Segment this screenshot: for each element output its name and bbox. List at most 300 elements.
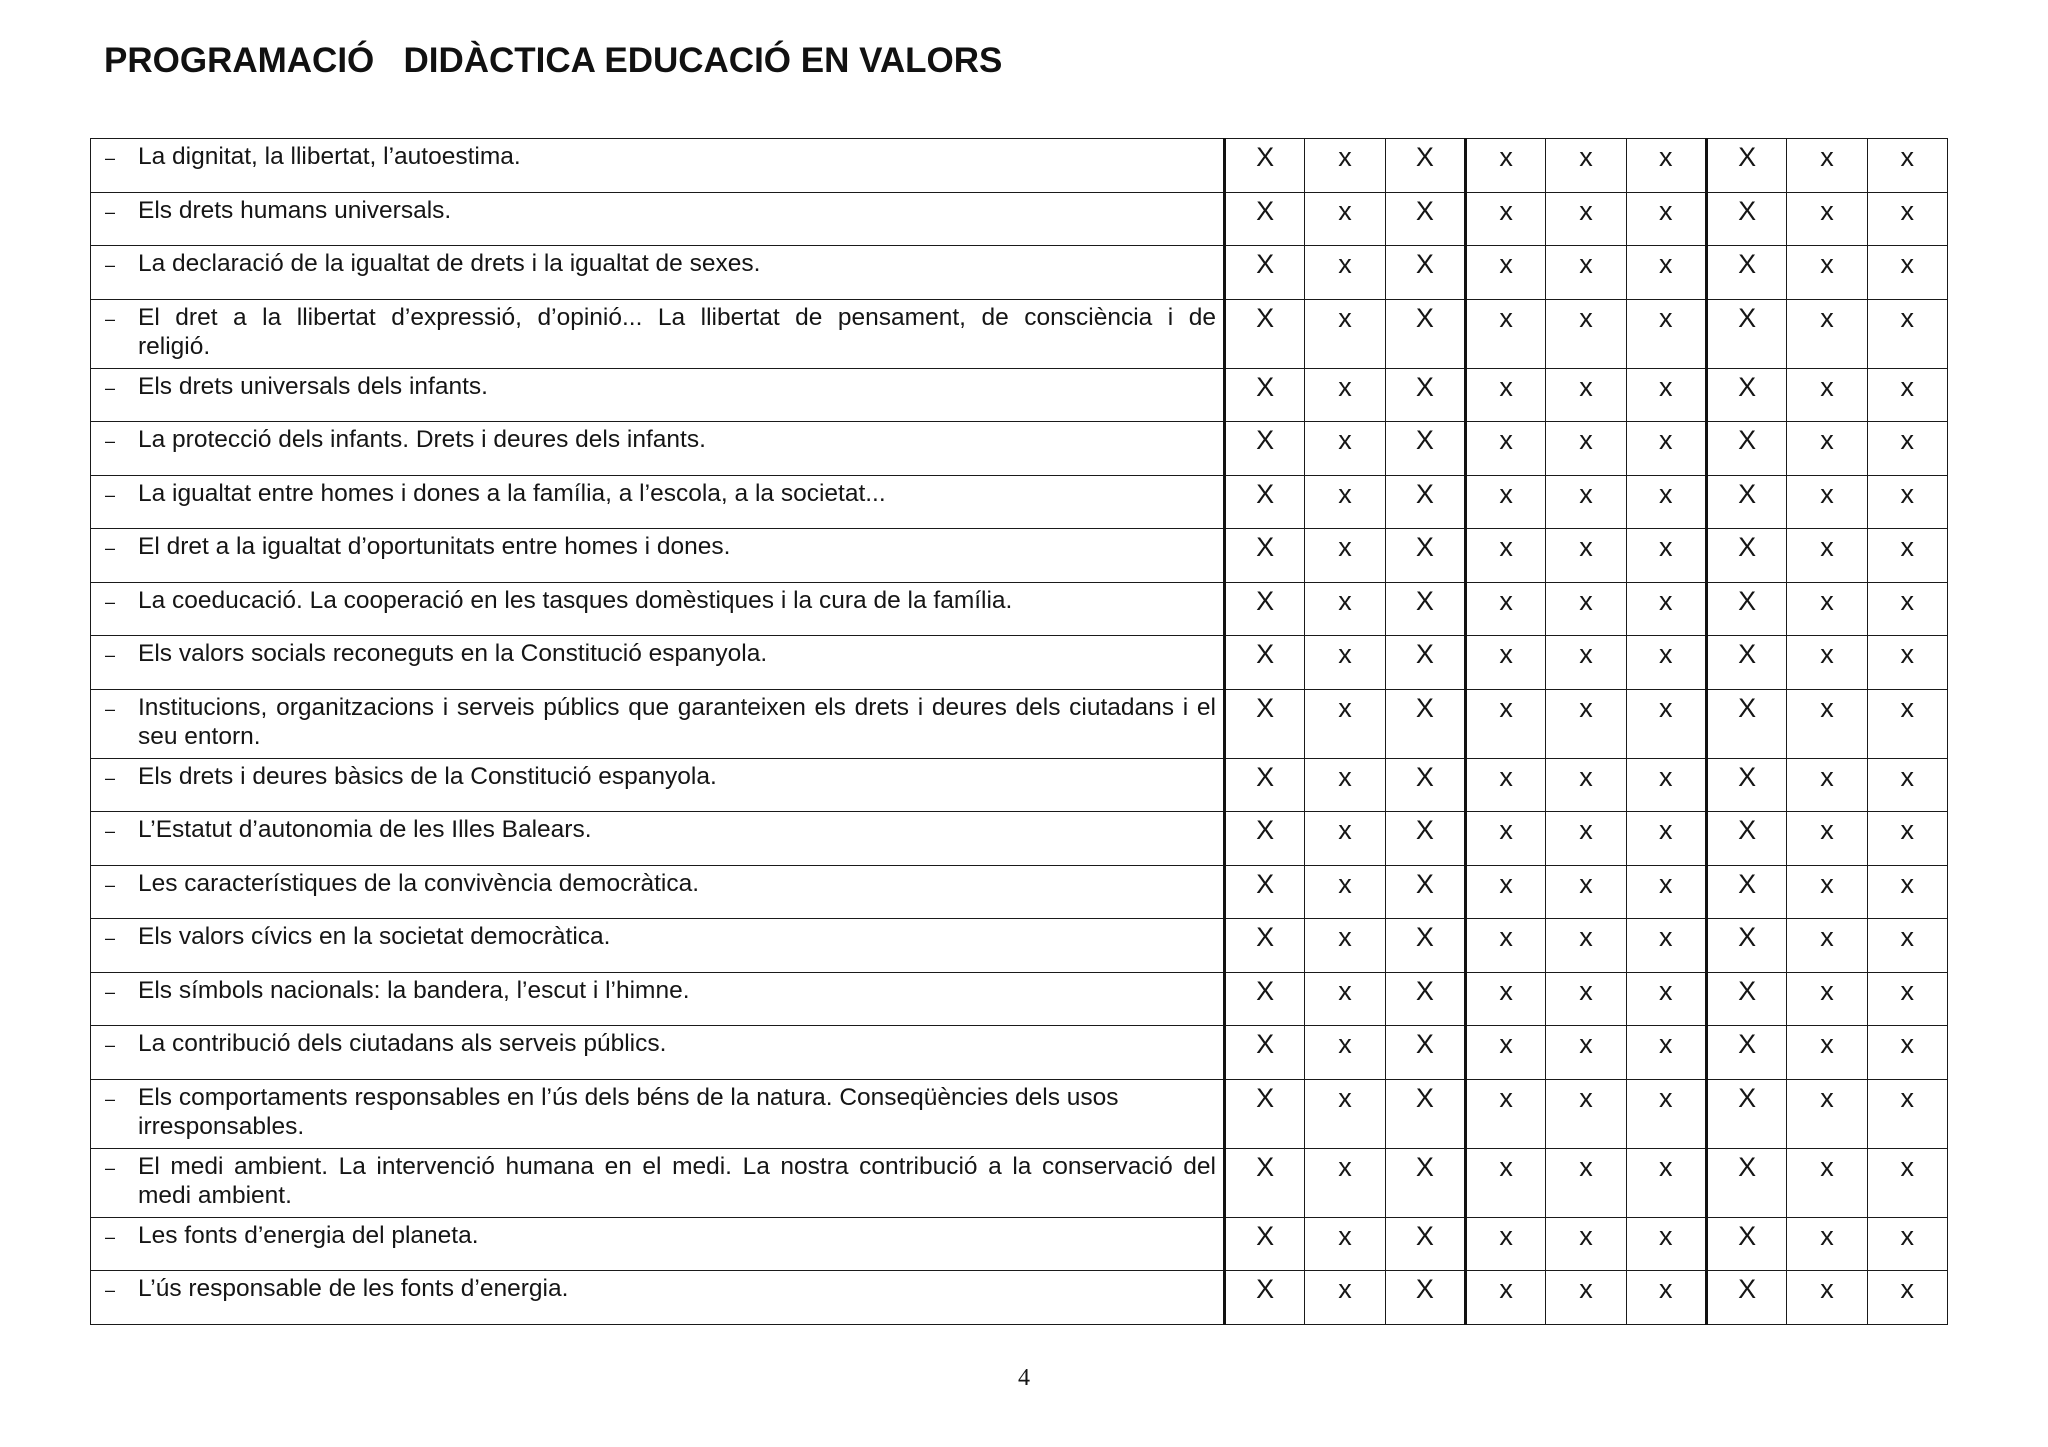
check-mark: x <box>1659 761 1673 792</box>
mark-cell <box>1225 582 1305 636</box>
check-mark: x <box>1499 761 1513 792</box>
mark-cell <box>1626 368 1706 422</box>
item-text <box>138 1029 1216 1058</box>
check-mark: x <box>1499 532 1513 562</box>
mark-cell <box>1385 192 1465 246</box>
mark-cell <box>1385 865 1465 919</box>
check-mark: X <box>1738 1029 1757 1059</box>
mark-cell <box>1867 689 1947 758</box>
values-programming-table <box>90 138 1948 1325</box>
mark-cell <box>1225 865 1305 919</box>
item-cell <box>91 139 1225 193</box>
mark-cell <box>1225 192 1305 246</box>
check-mark: x <box>1900 425 1915 455</box>
check-mark: X <box>1256 975 1275 1006</box>
mark-cell <box>1305 475 1385 529</box>
mark-cell <box>1626 1271 1706 1325</box>
mark-cell <box>1305 422 1385 476</box>
list-marker: – <box>105 645 116 665</box>
item-text <box>138 1221 1216 1250</box>
mark-cell <box>1626 529 1706 583</box>
check-mark: x <box>1499 1274 1513 1304</box>
table-row <box>91 1217 1948 1271</box>
check-mark: x <box>1338 302 1352 333</box>
item-text <box>138 762 1216 791</box>
page-title: PROGRAMACIÓ DIDÀCTICA EDUCACIÓ EN VALORS <box>104 41 1003 80</box>
item-text-line: La protecció dels infants. Drets i deures dels infants. <box>138 426 706 453</box>
list-marker: – <box>105 1088 116 1109</box>
check-mark: X <box>1415 425 1434 455</box>
mark-cell <box>1626 475 1706 529</box>
item-text <box>138 639 1216 668</box>
mark-cell <box>1787 812 1867 866</box>
check-mark: X <box>1256 1029 1275 1059</box>
check-mark: x <box>1579 249 1593 279</box>
table-row <box>91 919 1948 973</box>
check-mark: x <box>1338 478 1352 509</box>
check-mark: X <box>1415 478 1434 509</box>
mark-cell <box>1546 299 1626 368</box>
mark-cell <box>1385 1217 1465 1271</box>
item-cell <box>91 1217 1225 1271</box>
item-text-line: Institucions, organitzacions i serveis públics que garanteixen els drets i deures dels ciutadans i el <box>138 693 1216 721</box>
mark-cell <box>1385 475 1465 529</box>
mark-cell <box>1465 246 1545 300</box>
mark-cell <box>1867 529 1947 583</box>
list-marker: – <box>105 148 116 168</box>
table-row <box>91 475 1948 529</box>
check-mark: x <box>1659 195 1673 226</box>
check-mark: X <box>1256 922 1275 952</box>
check-mark: x <box>1820 142 1834 172</box>
check-mark: x <box>1579 1220 1593 1251</box>
item-text-line: La dignitat, la llibertat, l’autoestima. <box>138 143 521 170</box>
mark-cell <box>1305 1271 1385 1325</box>
item-text-line: Els drets i deures bàsics de la Constitució espanyola. <box>138 762 717 790</box>
mark-cell <box>1626 246 1706 300</box>
check-mark: x <box>1338 761 1352 792</box>
item-text-line: Les fonts d’energia del planeta. <box>138 1221 479 1249</box>
check-mark: X <box>1738 815 1757 845</box>
table-body <box>91 139 1948 1325</box>
check-mark: X <box>1415 585 1434 616</box>
check-mark: x <box>1820 1151 1834 1182</box>
item-text <box>138 586 1216 615</box>
mark-cell <box>1626 972 1706 1026</box>
mark-cell <box>1465 368 1545 422</box>
item-text <box>138 922 1216 951</box>
check-mark: X <box>1256 585 1275 616</box>
mark-cell <box>1706 475 1786 529</box>
check-mark: X <box>1738 761 1757 792</box>
mark-cell <box>1385 422 1465 476</box>
table-row <box>91 689 1948 758</box>
check-mark: x <box>1579 815 1593 845</box>
list-marker: – <box>105 255 116 275</box>
mark-cell <box>1706 422 1786 476</box>
mark-cell <box>1706 1079 1786 1148</box>
mark-cell <box>1867 758 1947 812</box>
item-text <box>138 869 1216 898</box>
mark-cell <box>1706 812 1786 866</box>
item-cell <box>91 1271 1225 1325</box>
mark-cell <box>1867 1026 1947 1080</box>
mark-cell <box>1867 865 1947 919</box>
item-text-line: La declaració de la igualtat de drets i la igualtat de sexes. <box>138 250 761 277</box>
check-mark: x <box>1900 815 1915 845</box>
mark-cell <box>1787 192 1867 246</box>
check-mark: x <box>1659 142 1673 172</box>
check-mark: x <box>1579 371 1593 402</box>
check-mark: x <box>1900 478 1915 509</box>
mark-cell <box>1867 1271 1947 1325</box>
check-mark: X <box>1415 1220 1434 1251</box>
check-mark: x <box>1499 195 1513 226</box>
item-cell <box>91 192 1225 246</box>
mark-cell <box>1465 1271 1545 1325</box>
mark-cell <box>1867 368 1947 422</box>
mark-cell <box>1626 582 1706 636</box>
check-mark: X <box>1738 195 1757 226</box>
check-mark: x <box>1900 1220 1915 1251</box>
check-mark: x <box>1338 815 1352 845</box>
mark-cell <box>1546 368 1626 422</box>
list-marker: – <box>105 431 116 451</box>
mark-cell <box>1867 246 1947 300</box>
item-text <box>138 693 1216 751</box>
mark-cell <box>1787 972 1867 1026</box>
check-mark: x <box>1820 922 1834 952</box>
item-cell <box>91 812 1225 866</box>
check-mark: x <box>1820 1029 1834 1059</box>
mark-cell <box>1385 758 1465 812</box>
check-mark: x <box>1900 922 1915 952</box>
mark-cell <box>1706 299 1786 368</box>
item-text <box>138 1083 1216 1141</box>
mark-cell <box>1787 1271 1867 1325</box>
check-mark: X <box>1256 478 1275 509</box>
mark-cell <box>1546 1217 1626 1271</box>
check-mark: X <box>1738 1082 1757 1113</box>
mark-cell <box>1787 582 1867 636</box>
mark-cell <box>1626 758 1706 812</box>
mark-cell <box>1225 246 1305 300</box>
check-mark: x <box>1659 585 1673 616</box>
check-mark: x <box>1499 639 1513 669</box>
mark-cell <box>1305 865 1385 919</box>
mark-cell <box>1465 1217 1545 1271</box>
list-marker: – <box>105 591 116 612</box>
check-mark: X <box>1738 532 1757 562</box>
check-mark: x <box>1659 302 1673 333</box>
item-text <box>138 1152 1216 1210</box>
check-mark: x <box>1900 302 1915 333</box>
mark-cell <box>1385 636 1465 690</box>
table-row <box>91 582 1948 636</box>
check-mark: x <box>1659 1082 1673 1113</box>
mark-cell <box>1385 582 1465 636</box>
mark-cell <box>1626 1217 1706 1271</box>
check-mark: x <box>1338 371 1352 402</box>
check-mark: x <box>1579 1082 1593 1113</box>
check-mark: x <box>1900 585 1915 616</box>
mark-cell <box>1225 689 1305 758</box>
mark-cell <box>1305 1079 1385 1148</box>
mark-cell <box>1546 529 1626 583</box>
mark-cell <box>1225 422 1305 476</box>
item-text-line: irresponsables. <box>138 1112 305 1140</box>
mark-cell <box>1546 758 1626 812</box>
table-row <box>91 865 1948 919</box>
check-mark: x <box>1338 868 1352 899</box>
mark-cell <box>1465 1148 1545 1217</box>
mark-cell <box>1225 636 1305 690</box>
item-text <box>138 815 1216 844</box>
mark-cell <box>1385 299 1465 368</box>
item-text-line: El dret a la igualtat d’oportunitats entre homes i dones. <box>138 533 731 560</box>
check-mark: x <box>1820 249 1834 279</box>
list-marker: – <box>105 1226 116 1247</box>
mark-cell <box>1305 582 1385 636</box>
check-mark: x <box>1900 1029 1915 1059</box>
item-text <box>138 1274 1216 1303</box>
list-marker: – <box>105 981 116 1002</box>
mark-cell <box>1706 972 1786 1026</box>
check-mark: X <box>1415 371 1434 402</box>
mark-cell <box>1867 192 1947 246</box>
check-mark: x <box>1820 1220 1834 1251</box>
mark-cell <box>1305 192 1385 246</box>
check-mark: x <box>1499 1220 1513 1251</box>
mark-cell <box>1546 1271 1626 1325</box>
mark-cell <box>1787 1217 1867 1271</box>
check-mark: x <box>1900 868 1915 899</box>
list-marker: – <box>105 928 116 948</box>
mark-cell <box>1385 1271 1465 1325</box>
check-mark: x <box>1900 975 1915 1006</box>
check-mark: x <box>1820 1274 1834 1304</box>
mark-cell <box>1626 1079 1706 1148</box>
mark-cell <box>1787 139 1867 193</box>
mark-cell <box>1225 1217 1305 1271</box>
item-text <box>138 976 1216 1005</box>
mark-cell <box>1465 192 1545 246</box>
mark-cell <box>1225 368 1305 422</box>
check-mark: X <box>1256 1082 1275 1113</box>
check-mark: X <box>1256 761 1275 792</box>
mark-cell <box>1385 246 1465 300</box>
check-mark: X <box>1738 425 1757 455</box>
mark-cell <box>1706 529 1786 583</box>
mark-cell <box>1787 1079 1867 1148</box>
check-mark: x <box>1820 425 1834 455</box>
mark-cell <box>1626 1148 1706 1217</box>
mark-cell <box>1626 139 1706 193</box>
check-mark: X <box>1256 1220 1275 1251</box>
check-mark: x <box>1579 532 1593 562</box>
check-mark: x <box>1499 1029 1513 1059</box>
check-mark: x <box>1338 1151 1352 1182</box>
check-mark: x <box>1900 142 1915 172</box>
check-mark: X <box>1256 868 1275 899</box>
check-mark: x <box>1579 1151 1593 1182</box>
check-mark: X <box>1415 922 1434 952</box>
list-marker: – <box>105 1157 116 1178</box>
check-mark: x <box>1338 585 1352 616</box>
mark-cell <box>1465 139 1545 193</box>
check-mark: x <box>1820 1082 1834 1113</box>
mark-cell <box>1626 299 1706 368</box>
item-text-line: L’ús responsable de les fonts d’energia. <box>138 1275 569 1302</box>
check-mark: X <box>1738 922 1757 952</box>
check-mark: X <box>1415 249 1434 279</box>
mark-cell <box>1787 689 1867 758</box>
mark-cell <box>1465 812 1545 866</box>
table-row <box>91 529 1948 583</box>
mark-cell <box>1546 972 1626 1026</box>
mark-cell <box>1787 636 1867 690</box>
check-mark: x <box>1499 478 1513 509</box>
mark-cell <box>1225 919 1305 973</box>
mark-cell <box>1305 812 1385 866</box>
check-mark: X <box>1256 1151 1275 1182</box>
check-mark: x <box>1900 195 1915 226</box>
mark-cell <box>1626 422 1706 476</box>
mark-cell <box>1305 689 1385 758</box>
mark-cell <box>1465 582 1545 636</box>
check-mark: x <box>1338 692 1352 723</box>
mark-cell <box>1465 865 1545 919</box>
list-marker: – <box>105 538 116 558</box>
check-mark: x <box>1579 975 1593 1006</box>
mark-cell <box>1867 1079 1947 1148</box>
item-text-line: Els símbols nacionals: la bandera, l’escut i l’himne. <box>138 976 690 1004</box>
check-mark: x <box>1820 195 1834 226</box>
check-mark: x <box>1659 1029 1673 1059</box>
check-mark: x <box>1499 371 1513 402</box>
check-mark: X <box>1256 815 1275 845</box>
check-mark: x <box>1338 142 1352 172</box>
item-text-line: El medi ambient. La intervenció humana en el medi. La nostra contribució a la conservació del <box>138 1152 1216 1180</box>
mark-cell <box>1867 1217 1947 1271</box>
mark-cell <box>1385 972 1465 1026</box>
mark-cell <box>1546 582 1626 636</box>
mark-cell <box>1225 1079 1305 1148</box>
check-mark: X <box>1256 692 1275 723</box>
mark-cell <box>1706 582 1786 636</box>
mark-cell <box>1706 1026 1786 1080</box>
check-mark: X <box>1738 585 1757 616</box>
check-mark: x <box>1579 585 1593 616</box>
check-mark: x <box>1659 692 1673 723</box>
mark-cell <box>1867 139 1947 193</box>
check-mark: X <box>1738 868 1757 899</box>
check-mark: x <box>1579 195 1593 226</box>
check-mark: x <box>1659 1151 1673 1182</box>
mark-cell <box>1385 1026 1465 1080</box>
table-row <box>91 139 1948 193</box>
mark-cell <box>1465 636 1545 690</box>
mark-cell <box>1225 1026 1305 1080</box>
table-row <box>91 636 1948 690</box>
mark-cell <box>1385 529 1465 583</box>
table-row <box>91 1148 1948 1217</box>
check-mark: X <box>1256 425 1275 455</box>
check-mark: x <box>1820 302 1834 333</box>
mark-cell <box>1305 139 1385 193</box>
mark-cell <box>1787 246 1867 300</box>
check-mark: X <box>1256 249 1275 279</box>
mark-cell <box>1787 422 1867 476</box>
check-mark: X <box>1738 639 1757 669</box>
mark-cell <box>1465 1079 1545 1148</box>
check-mark: X <box>1256 371 1275 402</box>
mark-cell <box>1305 368 1385 422</box>
check-mark: x <box>1338 922 1352 952</box>
item-cell <box>91 299 1225 368</box>
item-cell <box>91 368 1225 422</box>
check-mark: X <box>1738 975 1757 1006</box>
check-mark: X <box>1415 975 1434 1006</box>
mark-cell <box>1465 1026 1545 1080</box>
table-row <box>91 758 1948 812</box>
mark-cell <box>1465 299 1545 368</box>
check-mark: x <box>1499 815 1513 845</box>
check-mark: x <box>1338 425 1352 455</box>
item-cell <box>91 758 1225 812</box>
item-cell <box>91 919 1225 973</box>
mark-cell <box>1225 529 1305 583</box>
mark-cell <box>1546 812 1626 866</box>
check-mark: X <box>1738 478 1757 509</box>
mark-cell <box>1706 139 1786 193</box>
mark-cell <box>1225 972 1305 1026</box>
check-mark: x <box>1579 692 1593 723</box>
check-mark: x <box>1659 532 1673 562</box>
table-row <box>91 192 1948 246</box>
mark-cell <box>1546 689 1626 758</box>
item-text <box>138 303 1216 361</box>
mark-cell <box>1706 368 1786 422</box>
mark-cell <box>1867 475 1947 529</box>
check-mark: X <box>1738 1220 1757 1251</box>
check-mark: X <box>1415 1151 1434 1182</box>
item-cell <box>91 246 1225 300</box>
page-number: 4 <box>1018 1365 1030 1391</box>
check-mark: x <box>1820 532 1834 562</box>
check-mark: x <box>1338 1220 1352 1251</box>
table-row <box>91 246 1948 300</box>
check-mark: x <box>1579 302 1593 333</box>
check-mark: x <box>1579 922 1593 952</box>
mark-cell <box>1385 1079 1465 1148</box>
item-text-line: Els valors cívics en la societat democràtica. <box>138 923 611 950</box>
item-text <box>138 425 1216 454</box>
check-mark: x <box>1900 532 1915 562</box>
mark-cell <box>1305 1217 1385 1271</box>
mark-cell <box>1305 529 1385 583</box>
check-mark: X <box>1415 639 1434 669</box>
mark-cell <box>1626 1026 1706 1080</box>
check-mark: x <box>1659 425 1673 455</box>
mark-cell <box>1305 919 1385 973</box>
check-mark: X <box>1415 195 1434 226</box>
mark-cell <box>1787 919 1867 973</box>
item-text <box>138 142 1216 171</box>
check-mark: X <box>1738 142 1757 172</box>
check-mark: x <box>1579 142 1593 172</box>
check-mark: X <box>1256 302 1275 333</box>
